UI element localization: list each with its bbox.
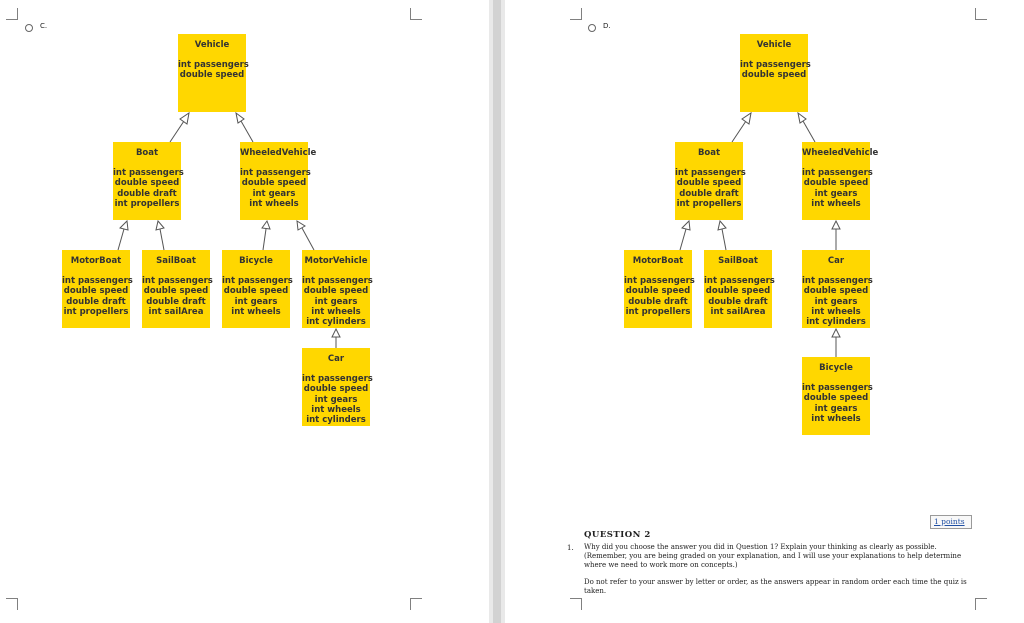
class-name: SailBoat (156, 256, 196, 266)
question-prompt: Why did you choose the answer you did in Question 1? Explain your thinking as clearly as possible. (Remember, you are being graded on your explanation, and I will use your explanations to help determine where we need to work more on concepts.) (584, 543, 962, 570)
class-name: WheeledVehicle (240, 148, 317, 158)
question-note: Do not refer to your answer by letter or order, as the answers appear in random order each time the quiz is taken. (584, 578, 967, 596)
class-attributes: int passengers double speed int gears int wheels int cylinders (302, 374, 373, 426)
class-name: Vehicle (756, 40, 792, 50)
class-name: Bicycle (819, 363, 853, 373)
class-attributes: int passengers double speed int gears int wheels int cylinders (302, 276, 373, 328)
inheritance-arrow (332, 329, 340, 348)
class-attributes: int passengers double speed int gears int wheels int cylinders (802, 276, 873, 328)
inheritance-arrow (262, 221, 270, 250)
class-name: Boat (697, 148, 721, 158)
class-attributes: int passengers double speed double draft int propellers (62, 276, 133, 317)
class-attributes: int passengers double speed (740, 60, 811, 81)
points-label[interactable]: 1 points (934, 517, 965, 526)
inheritance-arrow (718, 221, 726, 250)
class-name: Car (327, 354, 345, 364)
class-attributes: int passengers double speed int gears int wheels (802, 383, 873, 424)
inheritance-arrow (680, 221, 690, 250)
class-attributes: int passengers double speed double draft int sailArea (704, 276, 775, 317)
inheritance-arrow (118, 221, 128, 250)
class-attributes: int passengers double speed (178, 60, 249, 81)
option-letter-c: C. (40, 22, 48, 30)
inheritance-arrow (170, 113, 189, 142)
class-attributes: int passengers double speed int gears int wheels (802, 168, 873, 209)
inheritance-arrow (236, 113, 253, 142)
option-letter-d: D. (603, 22, 611, 30)
class-name: SailBoat (718, 256, 758, 266)
class-name: Vehicle (194, 40, 230, 50)
class-attributes: int passengers double speed double draft int propellers (675, 168, 746, 209)
class-name: MotorBoat (70, 256, 122, 266)
class-name: MotorVehicle (304, 256, 368, 266)
class-name: MotorBoat (632, 256, 684, 266)
inheritance-arrow (156, 221, 164, 250)
class-attributes: int passengers double speed double draft int propellers (113, 168, 184, 209)
points-badge (930, 515, 972, 529)
inheritance-arrow (297, 221, 314, 250)
class-attributes: int passengers double speed double draft int sailArea (142, 276, 213, 317)
inheritance-arrow (832, 329, 840, 357)
question-number: 1. (567, 544, 574, 552)
class-attributes: int passengers double speed int gears int wheels (222, 276, 293, 317)
class-name: Boat (135, 148, 159, 158)
class-attributes: int passengers double speed int gears int wheels (240, 168, 311, 209)
class-name: Car (827, 256, 845, 266)
class-name: Bicycle (239, 256, 273, 266)
inheritance-arrow (798, 113, 815, 142)
class-name: WheeledVehicle (802, 148, 879, 158)
inheritance-arrow (732, 113, 751, 142)
inheritance-arrow (832, 221, 840, 250)
question-heading: QUESTION 2 (584, 530, 651, 540)
class-attributes: int passengers double speed double draft int propellers (624, 276, 695, 317)
